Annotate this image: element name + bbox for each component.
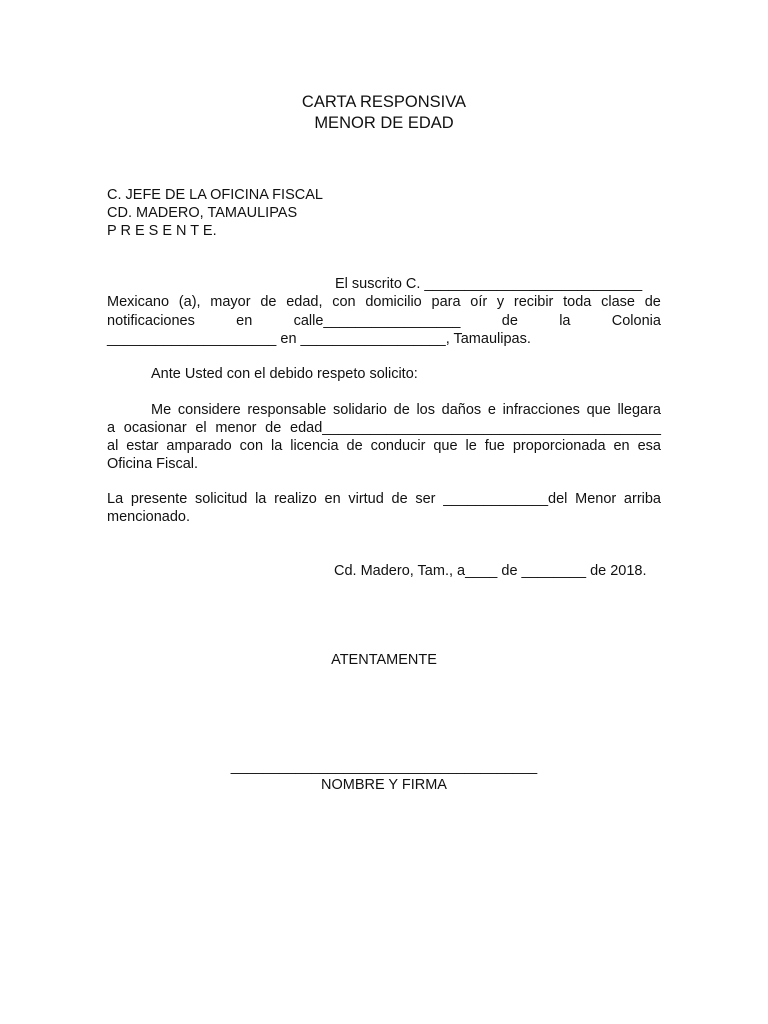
word: presente: [130, 491, 188, 507]
word: considere: [177, 402, 241, 418]
word: notificaciones: [107, 313, 195, 329]
paragraph4-line-1: [107, 490, 661, 508]
word: en: [324, 491, 341, 507]
word: responsable: [247, 402, 327, 418]
word: en: [613, 438, 630, 454]
addressee-line-1: C. JEFE DE LA OFICINA FISCAL: [107, 187, 323, 203]
word: oír: [470, 294, 488, 310]
word: (a),: [178, 294, 201, 310]
word: la: [270, 438, 283, 454]
word: la: [559, 313, 571, 329]
document-subtitle: MENOR DE EDAD: [314, 114, 454, 132]
word: estar: [126, 438, 159, 454]
paragraph1-line-4: _____________________ en __________________, Tamaulipas.: [107, 331, 531, 347]
word: de: [346, 438, 363, 454]
word: arriba: [623, 491, 661, 507]
closing-text: ATENTAMENTE: [331, 652, 437, 668]
paragraph1-line-2: [107, 293, 661, 311]
word: daños: [441, 402, 482, 418]
word: calle_________________: [293, 313, 461, 329]
paragraph4-line-2: mencionado.: [107, 509, 191, 525]
word: con: [239, 438, 264, 454]
word: de: [501, 313, 518, 329]
word: que: [586, 402, 611, 418]
word: ocasionar: [123, 420, 187, 436]
word: la: [255, 491, 267, 507]
paragraph3-line-1: [151, 401, 661, 419]
word: con: [332, 294, 356, 310]
word: al: [107, 438, 119, 454]
signature-label: NOMBRE Y FIRMA: [321, 777, 447, 793]
word: conducir: [370, 438, 426, 454]
word: edad,: [286, 294, 323, 310]
word: mayor: [210, 294, 251, 310]
word: que: [433, 438, 458, 454]
word: llegara: [617, 402, 661, 418]
request-intro: Ante Usted con el debido respeto solicito:: [151, 366, 418, 382]
paragraph3-line-2: [107, 419, 661, 437]
word: amparado: [166, 438, 232, 454]
word: Menor: [575, 491, 617, 507]
word: infracciones: [502, 402, 580, 418]
word: domicilio: [365, 294, 422, 310]
word: esa: [637, 438, 661, 454]
date-line: Cd. Madero, Tam., a____ de ________ de 2018.: [334, 563, 647, 579]
word: de: [260, 294, 277, 310]
word: menor: [215, 420, 257, 436]
paragraph1-line-3: [107, 312, 661, 330]
word: e: [487, 402, 496, 418]
word: La: [107, 491, 124, 507]
word: y: [496, 294, 505, 310]
word: fue: [484, 438, 505, 454]
word: de: [393, 402, 410, 418]
word: en: [236, 313, 253, 329]
subscriber-line: El suscrito C. ___________________________: [335, 276, 643, 292]
word: le: [465, 438, 477, 454]
word: licencia: [290, 438, 339, 454]
word: _____________del: [443, 491, 568, 507]
word: virtud: [348, 491, 384, 507]
word: recibir: [513, 294, 554, 310]
word: Me: [151, 402, 172, 418]
addressee-line-2: CD. MADERO, TAMAULIPAS: [107, 205, 298, 221]
word: el: [195, 420, 207, 436]
signature-line: ______________________________________: [230, 759, 538, 775]
word: realizo: [274, 491, 317, 507]
word: Mexicano: [107, 294, 170, 310]
addressee-line-3: P R E S E N T E.: [107, 223, 217, 239]
word: para: [431, 294, 461, 310]
word: proporcionada: [512, 438, 606, 454]
paragraph3-line-4: Oficina Fiscal.: [107, 456, 199, 472]
paragraph3-line-3: [107, 437, 661, 455]
word: solidario: [333, 402, 387, 418]
word: a: [107, 420, 116, 436]
word: de: [644, 294, 661, 310]
word: clase: [601, 294, 635, 310]
word: edad__________________________________________: [290, 420, 661, 436]
word: de: [265, 420, 282, 436]
word: ser: [415, 491, 436, 507]
word: los: [416, 402, 435, 418]
word: de: [391, 491, 408, 507]
word: solicitud: [194, 491, 248, 507]
document-title: CARTA RESPONSIVA: [301, 93, 467, 111]
word: toda: [563, 294, 592, 310]
word: Colonia: [611, 313, 661, 329]
